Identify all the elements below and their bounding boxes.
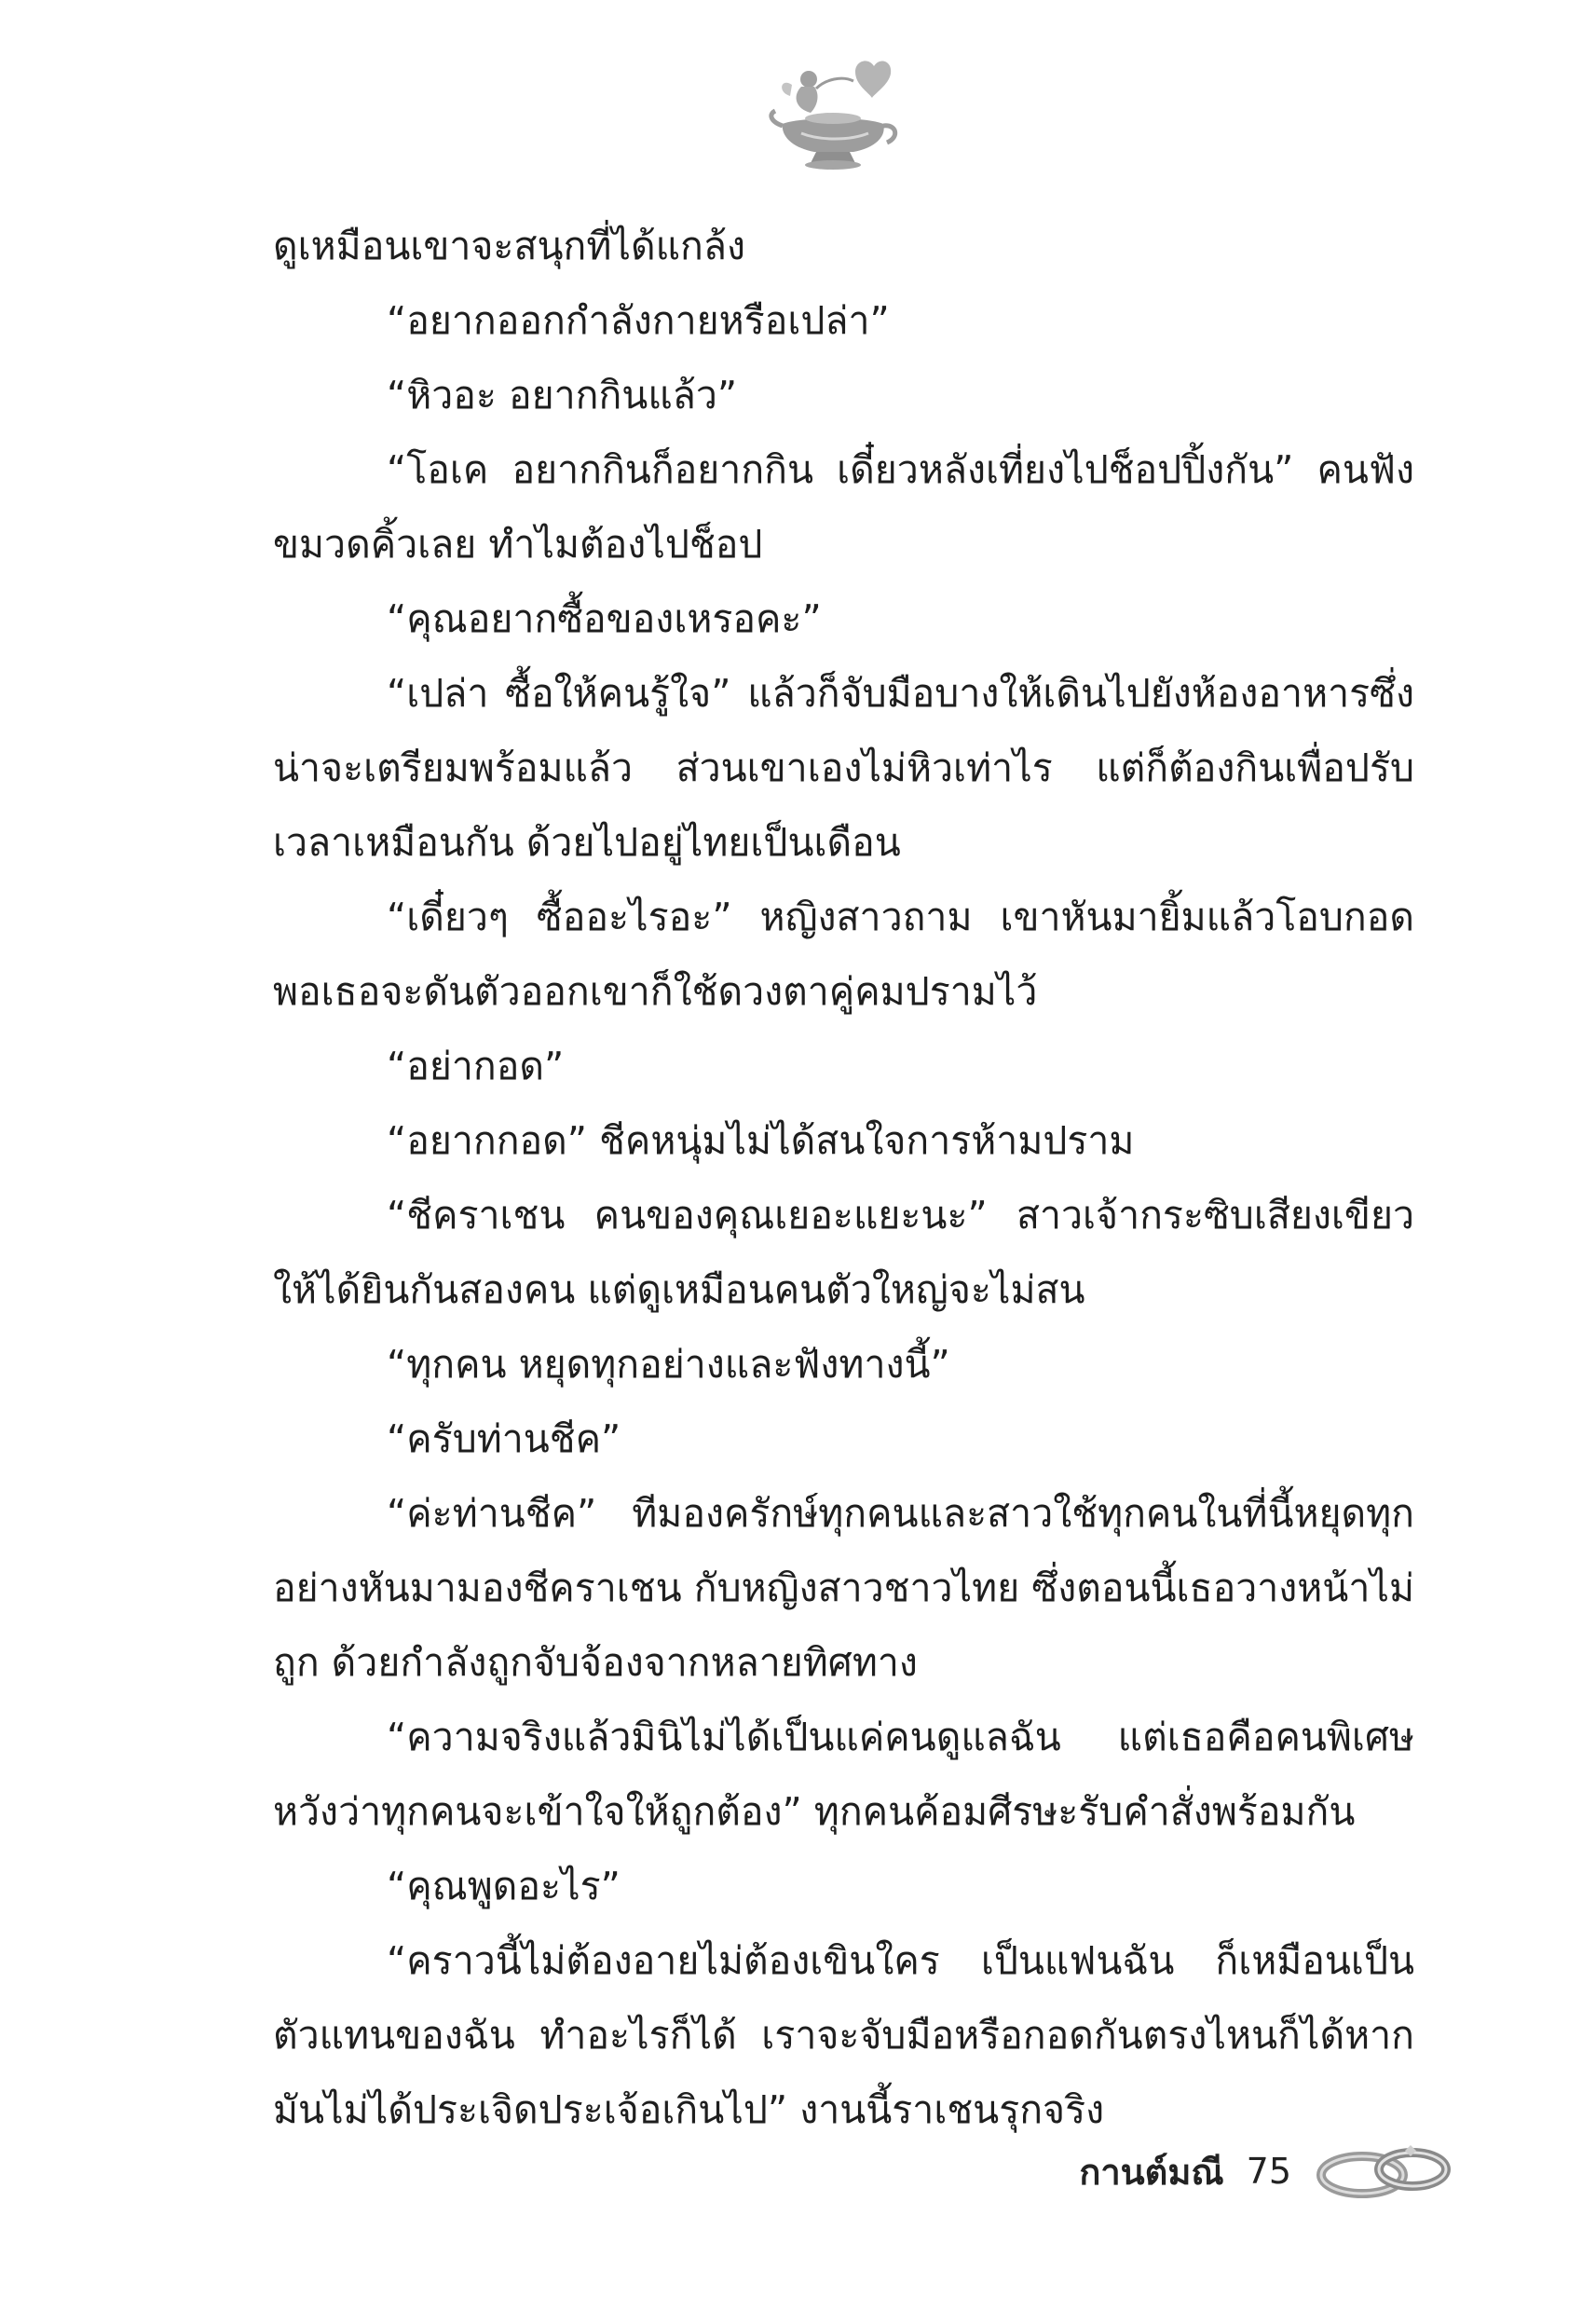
paragraph-11: “ทุกคน หยุดทุกอย่างและฟังทางนี้”	[387, 1342, 950, 1387]
paragraph-15: “คุณพูดอะไร”	[387, 1864, 621, 1908]
paragraph-14: “ความจริงแล้วมินิไม่ได้เป็นแค่คนดูแลฉัน แต่เธอคือคนพิเศษหวังว่าทุกคนจะเข้าใจให้ถูกต้อง” ทุกคนค้อมศีรษะรับคำสั่งพร้อมกัน	[273, 1715, 1414, 1834]
paragraph-1: ดูเหมือนเขาจะสนุกที่ได้แกล้ง	[273, 224, 745, 268]
body-text	[273, 209, 1414, 2147]
paragraph-3: “หิวอะ อยากกินแล้ว”	[387, 373, 738, 417]
paragraph-7: “เดี๋ยวๆ ซื้ออะไรอะ” หญิงสาวถาม เขาหันมายิ้มแล้วโอบกอด พอเธอจะดันตัวออกเขาก็ใช้ดวงตาคู่คมปรามไว้	[273, 895, 1414, 1014]
paragraph-16: “คราวนี้ไม่ต้องอายไม่ต้องเขินใคร เป็นแฟนฉัน ก็เหมือนเป็นตัวแทนของฉัน ทำอะไรก็ได้ เราจะจับมือหรือกอดกันตรงไหนก็ได้หากมันไม่ได้ประเจิดประเจ้อเกินไป” งานนี้ราเชนรุกจริง	[273, 1938, 1414, 2132]
paragraph-8: “อย่ากอด”	[387, 1044, 565, 1088]
paragraph-9: “อยากกอด” ชีคหนุ่มไม่ได้สนใจการห้ามปราม	[387, 1118, 1135, 1163]
paragraph-6: “เปล่า ซื้อให้คนรู้ใจ” แล้วก็จับมือบางให้เดินไปยังห้องอาหารซึ่งน่าจะเตรียมพร้อมแล้ว ส่วนเขาเองไม่หิวเท่าไร แต่ก็ต้องกินเพื่อปรับเวลาเหมือนกัน ด้วยไปอยู่ไทยเป็นเดือน	[273, 671, 1414, 865]
paragraph-10: “ชีคราเชน คนของคุณเยอะแยะนะ” สาวเจ้ากระซิบเสียงเขียวให้ได้ยินกันสองคน แต่ดูเหมือนคนตัวใหญ่จะไม่สน	[273, 1193, 1414, 1312]
paragraph-13: “ค่ะท่านชีค” ทีมองครักษ์ทุกคนและสาวใช้ทุกคนในที่นี้หยุดทุกอย่างหันมามองชีคราเชน กับหญิงสาวชาวไทย ซึ่งตอนนี้เธอวางหน้าไม่ถูก ด้วยกำลังถูกจับจ้องจากหลายทิศทาง	[273, 1491, 1414, 1685]
paragraph-12: “ครับท่านชีค”	[387, 1416, 621, 1461]
paragraph-5: “คุณอยากซื้อของเหรอคะ”	[387, 596, 822, 641]
genie-lamp-heart-icon	[764, 51, 904, 182]
paragraph-2: “อยากออกกำลังกายหรือเปล่า”	[387, 298, 890, 343]
wedding-rings-icon	[1314, 2141, 1453, 2201]
book-title: กานต์มณี	[1079, 2151, 1224, 2193]
page-footer	[1025, 2134, 1453, 2208]
paragraph-4: “โอเค อยากกินก็อยากกิน เดี๋ยวหลังเที่ยงไปช็อปปิ้งกัน” คนฟังขมวดคิ้วเลย ทำไมต้องไปช็อป	[273, 447, 1414, 567]
page-number: 75	[1246, 2151, 1291, 2192]
